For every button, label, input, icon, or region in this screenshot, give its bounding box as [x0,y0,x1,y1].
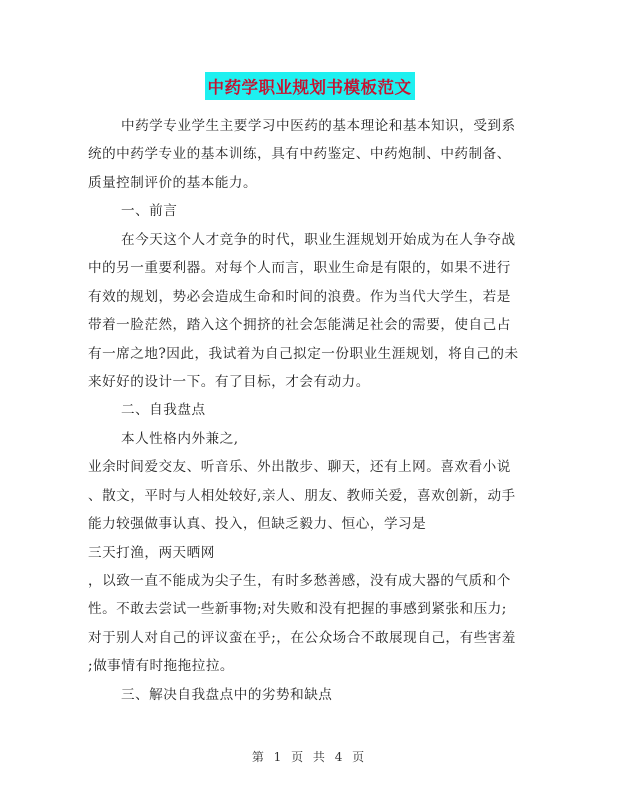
text-line: 三天打渔，两天晒网 [88,544,215,561]
document-body [88,112,528,709]
text-line: 、散文，平时与人相处较好,亲人、朋友、教师关爱，喜欢创新，动手 [88,487,516,504]
text-line: 性。不敢去尝试一些新事物;对失败和没有把握的事感到紧张和压力; [88,601,507,618]
text-line: 有效的规划，势必会造成生命和时间的浪费。作为当代大学生，若是 [88,288,511,305]
text-line: 中的另一重要利器。对每个人而言，职业生命是有限的，如果不进行 [88,260,511,277]
page-footer: 第 1 页 共 4 页 [251,750,368,764]
document-title: 中药学职业规划书模板范文 [205,72,415,100]
text-line: 带着一脸茫然，踏入这个拥挤的社会怎能满足社会的需要，使自己占 [88,317,511,334]
text-line: 统的中药学专业的基本训练，具有中药鉴定、中药炮制、中药制备、 [88,146,511,163]
text-line: 有一席之地?因此，我试着为自己拟定一份职业生涯规划，将自己的未 [88,345,519,362]
text-line: 在今天这个人才竞争的时代，职业生涯规划开始成为在人争夺战 [121,231,516,248]
text-line: ，以致一直不能成为尖子生，有时多愁善感，没有成大器的气质和个 [88,573,511,589]
text-line: 二、自我盘点 [121,402,206,419]
text-line: 来好好的设计一下。有了目标，才会有动力。 [88,373,370,390]
text-line: 对于别人对自己的评议蛮在乎;，在公众场合不敢展现自己，有些害羞 [88,629,516,646]
text-line: 业余时间爱交友、听音乐、外出散步、聊天，还有上网。喜欢看小说 [88,459,511,476]
text-line: 能力较强做事认真、投入，但缺乏毅力、恒心，学习是 [88,516,427,533]
text-line: 中药学专业学生主要学习中医药的基本理论和基本知识，受到系 [121,118,516,134]
text-line: 三、解决自我盘点中的劣势和缺点 [121,686,333,703]
text-line: 本人性格内外兼之, [121,430,239,447]
text-line: ;做事情有时拖拖拉拉。 [88,658,235,675]
title-container [0,72,619,100]
text-line: 一、前言 [121,203,178,220]
text-line: 质量控制评价的基本能力。 [88,174,258,191]
